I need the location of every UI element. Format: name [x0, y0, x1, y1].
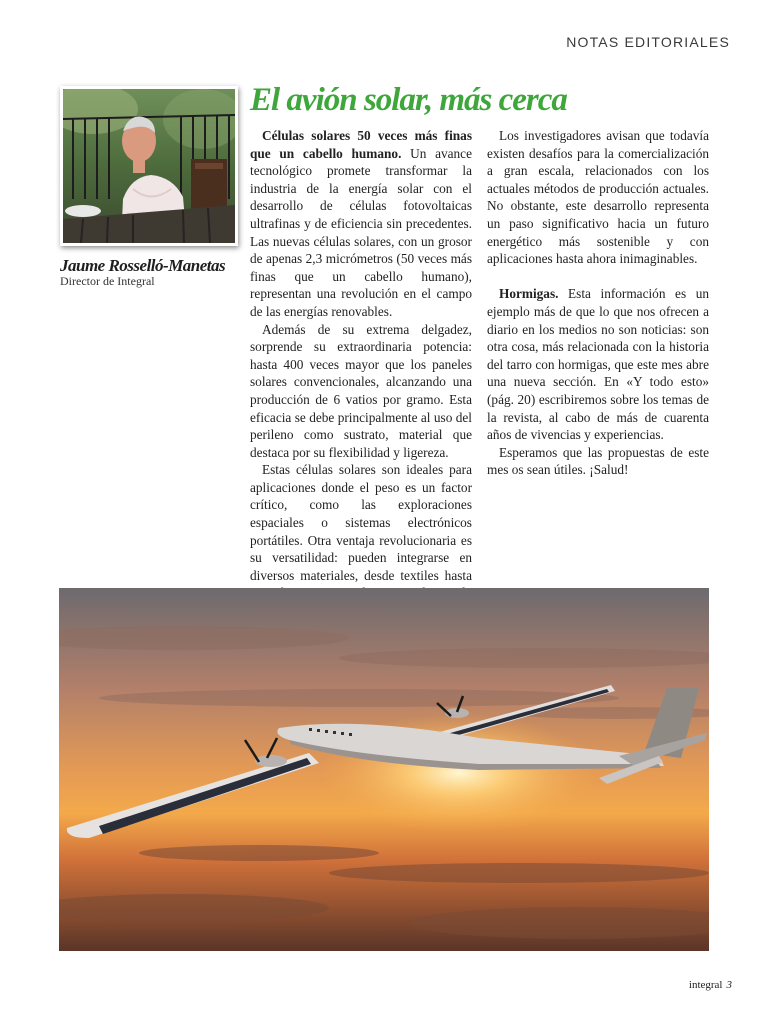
page-number: 3: [726, 979, 732, 991]
article-column-2: [487, 127, 709, 479]
paragraph-ants: [487, 285, 709, 443]
paragraph: Esperamos que las propuestas de este mes os sean útiles. ¡Salud!: [487, 444, 709, 478]
paragraph: Estas células solares son ideales para aplicaciones donde el peso es un factor crítico, como las exploraciones espaciales o sistemas electrónicos portátiles. Otra ventaja revolucionaria es su versatilidad: pueden integrarse en diversos materiales, desde textiles hasta: [250, 462, 472, 583]
paragraph-text: Esta información es un ejemplo más de que lo que nos ofrecen a diario en los medios no son noticias: son otra cosa, más relacionada con la historia del tarro con hormigas, que este mes abre una nueva sección. En «Y todo esto» (pág. 20) escribiremos sobre los temas de la revista, al cabo de más de cuarenta años de vivencias y experiencias.: [487, 286, 709, 443]
author-name: Jaume Rosselló-Manetas: [60, 256, 226, 275]
article-title: El avión solar, más cerca: [250, 82, 567, 118]
paragraph: Además de su extrema delgadez, sorprende su extraordinaria potencia: hasta 400 veces mayor que los paneles solares convencionales, alcanzando una producción de 6 vatios por gramo. Esta eficacia se debe principalmente al uso del perileno como sustrato, material que destaca por su flexibilidad y ligereza.: [250, 321, 472, 460]
page-footer: [689, 979, 732, 991]
section-label: NOTAS EDITORIALES: [566, 34, 730, 50]
article-column-1: [250, 127, 472, 637]
paragraph-intro: [250, 127, 472, 321]
paragraph: Los investigadores avisan que todavía existen desafíos para la comercialización a gran escala, relacionados con los actuales métodos de producción actuales. No obstante, este desarrollo representa un paso significativo hacia un futuro energético más sostenible y con aplicaciones hasta ahora inimaginables.: [487, 128, 709, 267]
solar-plane-photo: [59, 588, 709, 951]
paragraph-lead: Hormigas.: [499, 286, 559, 302]
author-photo: [60, 86, 238, 246]
paragraph-text: Un avance tecnológico promete transformar la industria de la energía solar con el desarrollo de células fotovoltaicas ultrafinas y de eficiencia sin precedentes. Las nuevas células solares, con un grosor de apenas 2,3 micrómetros (50 veces más finas que un cabello humano), representan una revolución en el campo de las energías renovables.: [250, 145, 472, 319]
magazine-name: integral: [688, 979, 723, 991]
paragraph-lead: Células solares 50 veces más finas que un cabello humano.: [250, 128, 472, 161]
author-role: Director de Integral: [60, 274, 155, 288]
